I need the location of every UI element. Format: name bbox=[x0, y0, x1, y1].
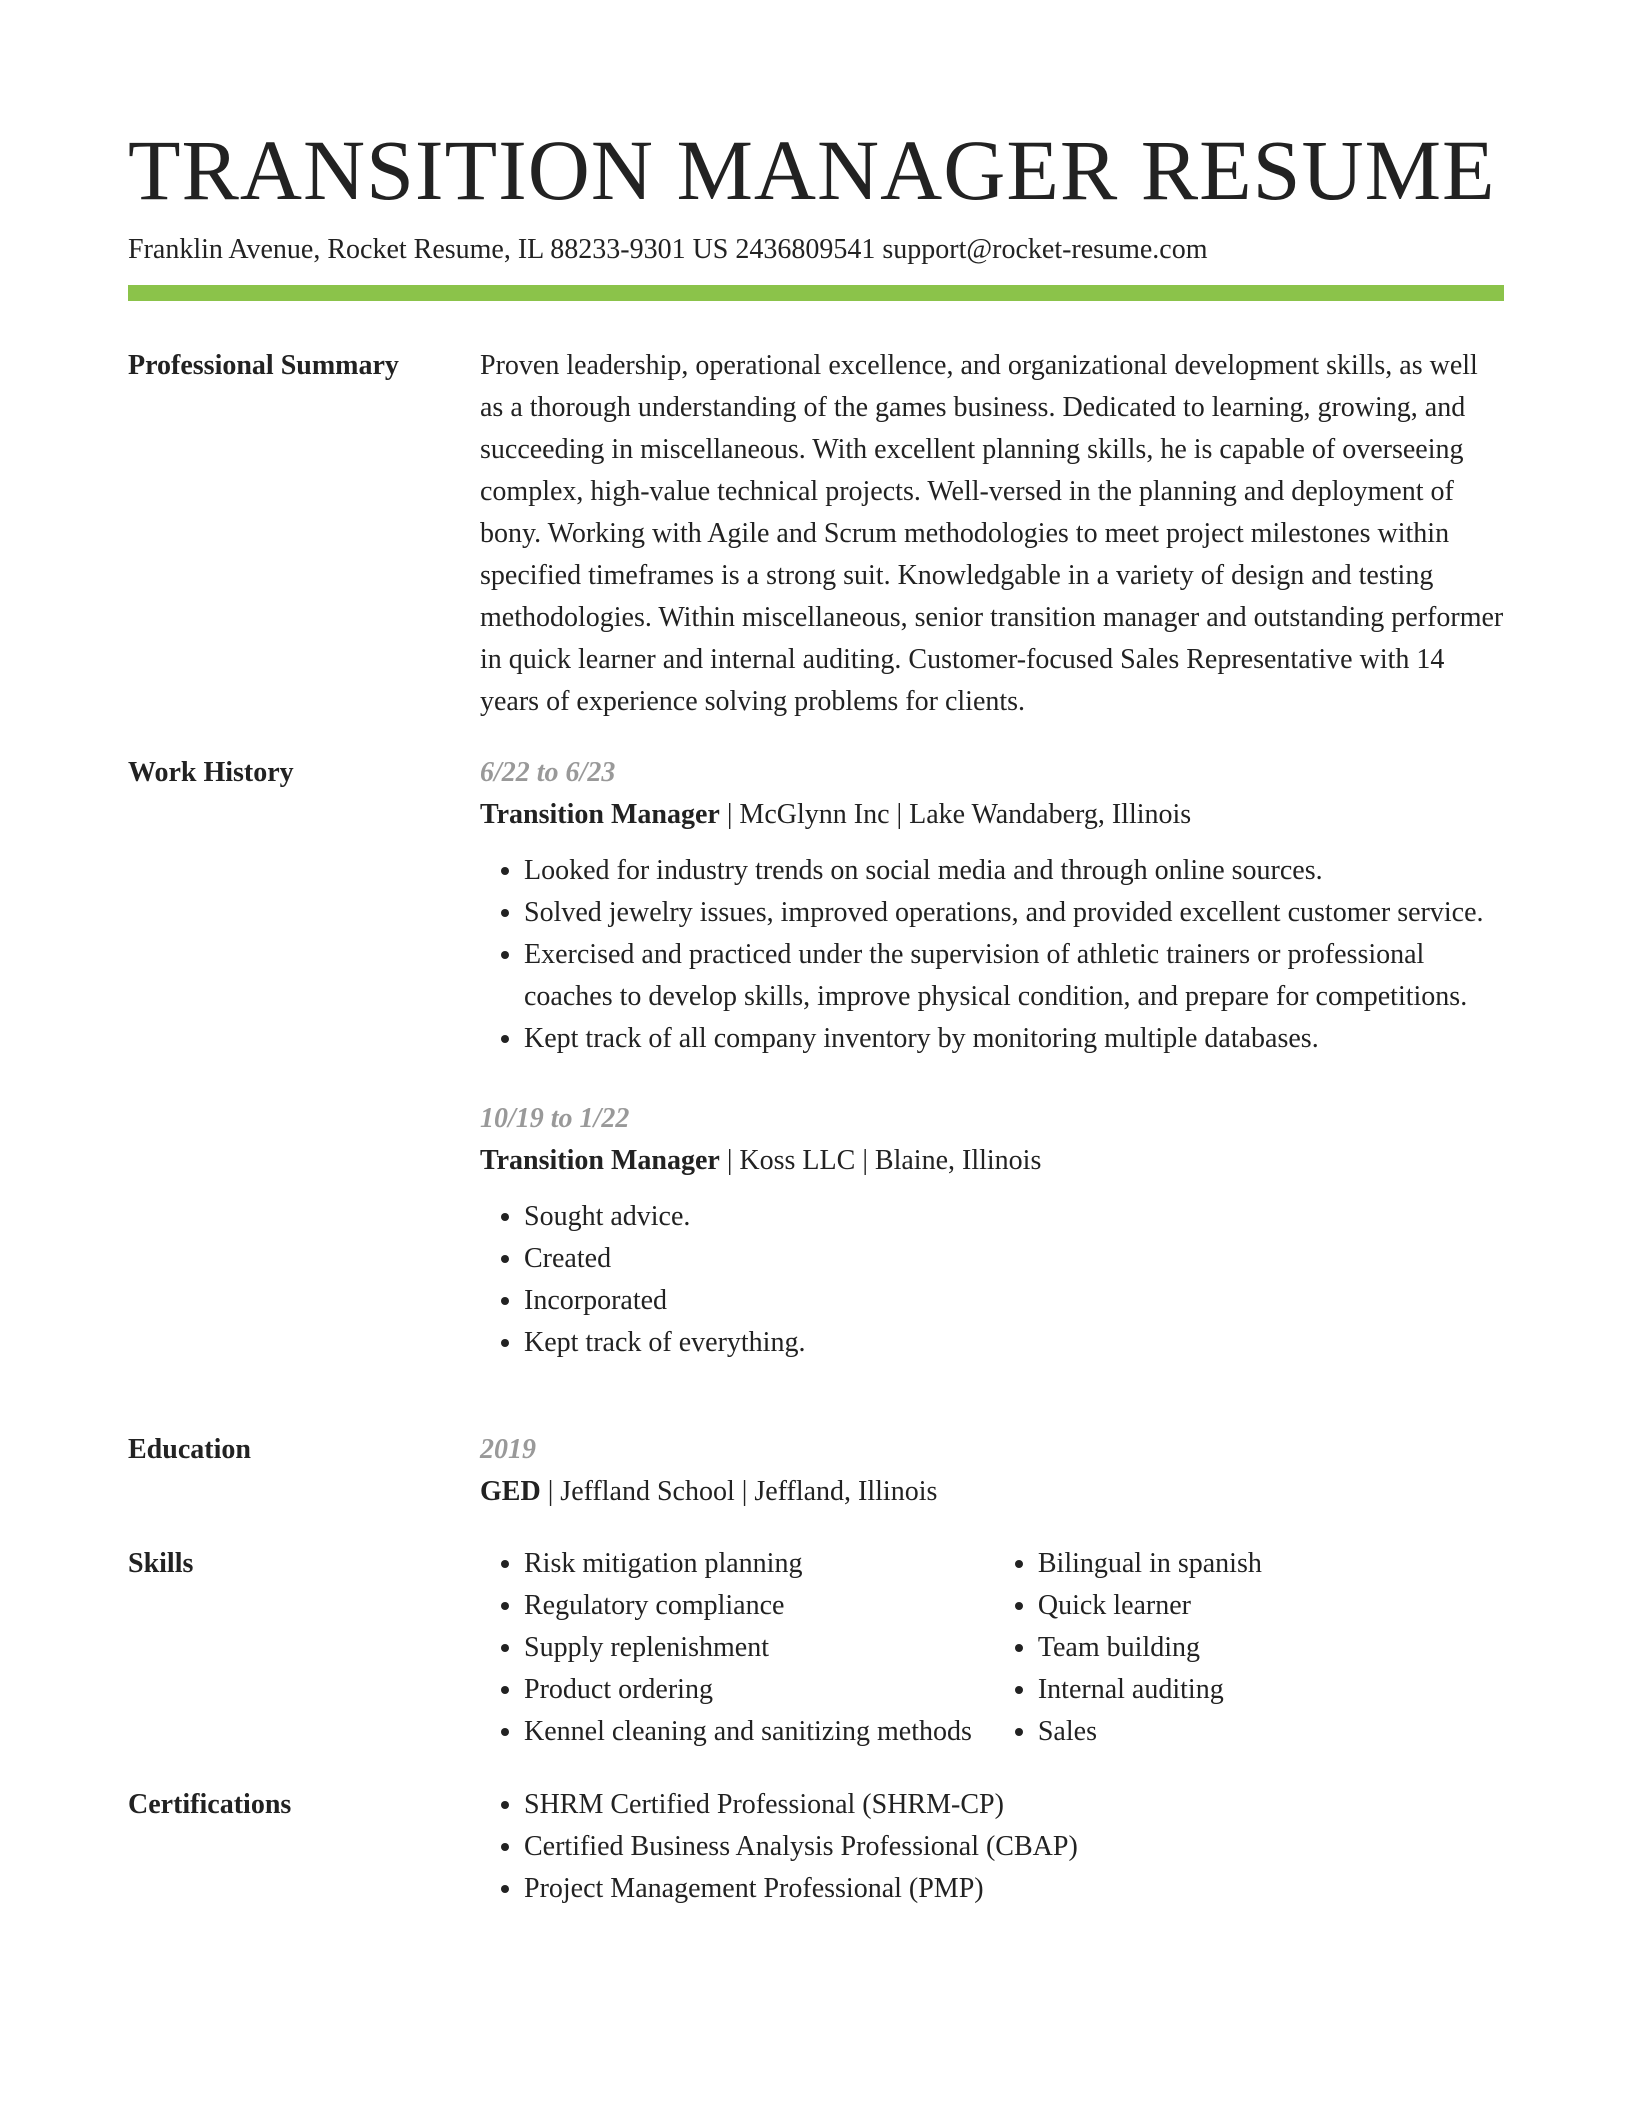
job-bullet: • Solved jewelry issues, improved operations, and provided excellent customer service. bbox=[524, 892, 1504, 934]
job-details: | McGlynn Inc | Lake Wandaberg, Illinois bbox=[719, 799, 1192, 830]
job-entry bbox=[480, 1098, 1504, 1364]
resume-header bbox=[128, 120, 1504, 270]
job-dates: 10/19 to 1/22 bbox=[480, 1103, 630, 1134]
section-label-summary: Professional Summary bbox=[128, 350, 399, 381]
job-bullet: • Kept track of all company inventory by monitoring multiple databases. bbox=[524, 1018, 1504, 1060]
section-label-education: Education bbox=[128, 1434, 251, 1465]
skills-content bbox=[480, 1543, 1504, 1753]
skill-item: • Internal auditing bbox=[1038, 1669, 1504, 1711]
education-year: 2019 bbox=[480, 1434, 536, 1465]
skill-item: • Bilingual in spanish bbox=[1038, 1543, 1504, 1585]
certifications-list bbox=[480, 1784, 1504, 1910]
job-details: | Koss LLC | Blaine, Illinois bbox=[719, 1145, 1042, 1176]
certifications-content bbox=[480, 1784, 1504, 1910]
job-heading bbox=[480, 1140, 1504, 1182]
section-label-skills: Skills bbox=[128, 1548, 194, 1579]
accent-divider bbox=[128, 285, 1504, 301]
summary-text: Proven leadership, operational excellence, and organizational development skills, as well as a thorough understanding of the games business. Dedicated to learning, growing, and succeeding in miscellaneous. With excellent planning skills, he is capable of overseeing complex, high-value technical projects. Well-versed in the planning and deployment of bony. Working with Agile and Scrum methodologies to meet project milestones within specified timeframes is a strong suit. Knowledgable in a variety of design and testing methodologies. Within miscellaneous, senior transition manager and outstanding performer in quick learner and internal auditing. Customer-focused Sales Representative with 14 years of experience solving problems for clients. bbox=[480, 350, 1504, 717]
contact-line: Franklin Avenue, Rocket Resume, IL 88233-9301 US 2436809541 support@rocket-resume.com bbox=[128, 234, 1208, 265]
certification-item: • SHRM Certified Professional (SHRM-CP) bbox=[524, 1784, 1504, 1826]
work-history-content bbox=[480, 752, 1504, 1364]
job-title: Transition Manager bbox=[480, 1145, 720, 1176]
skill-item: • Supply replenishment bbox=[524, 1627, 994, 1669]
section-label-work: Work History bbox=[128, 757, 294, 788]
resume-title: TRANSITION MANAGER RESUME bbox=[128, 122, 1496, 218]
job-bullet: • Exercised and practiced under the supervision of athletic trainers or professional coaches to develop skills, improve physical condition, and prepare for competitions. bbox=[524, 934, 1504, 1018]
skill-item: • Team building bbox=[1038, 1627, 1504, 1669]
certification-item: • Project Management Professional (PMP) bbox=[524, 1868, 1504, 1910]
skills-list-left bbox=[480, 1543, 994, 1753]
job-bullet: • Looked for industry trends on social media and through online sources. bbox=[524, 850, 1504, 892]
job-title: Transition Manager bbox=[480, 799, 720, 830]
skill-item: • Regulatory compliance bbox=[524, 1585, 994, 1627]
job-bullet: • Kept track of everything. bbox=[524, 1322, 1504, 1364]
education-degree: GED bbox=[480, 1476, 541, 1507]
job-entry bbox=[480, 752, 1504, 1060]
section-label-certifications: Certifications bbox=[128, 1789, 292, 1820]
skill-item: • Kennel cleaning and sanitizing methods bbox=[524, 1711, 994, 1753]
job-bullet: • Sought advice. bbox=[524, 1196, 1504, 1238]
job-bullets bbox=[480, 1196, 1504, 1364]
education-heading bbox=[480, 1471, 1504, 1513]
skill-item: • Sales bbox=[1038, 1711, 1504, 1753]
summary-content bbox=[480, 345, 1504, 723]
job-bullet: • Created bbox=[524, 1238, 1504, 1280]
job-bullets bbox=[480, 850, 1504, 1060]
education-details: | Jeffland School | Jeffland, Illinois bbox=[540, 1476, 938, 1507]
skill-item: • Quick learner bbox=[1038, 1585, 1504, 1627]
skill-item: • Product ordering bbox=[524, 1669, 994, 1711]
skill-item: • Risk mitigation planning bbox=[524, 1543, 994, 1585]
job-dates: 6/22 to 6/23 bbox=[480, 757, 616, 788]
education-content bbox=[480, 1429, 1504, 1513]
skills-list-right bbox=[994, 1543, 1504, 1753]
job-bullet: • Incorporated bbox=[524, 1280, 1504, 1322]
job-heading bbox=[480, 794, 1504, 836]
certification-item: • Certified Business Analysis Professional (CBAP) bbox=[524, 1826, 1504, 1868]
